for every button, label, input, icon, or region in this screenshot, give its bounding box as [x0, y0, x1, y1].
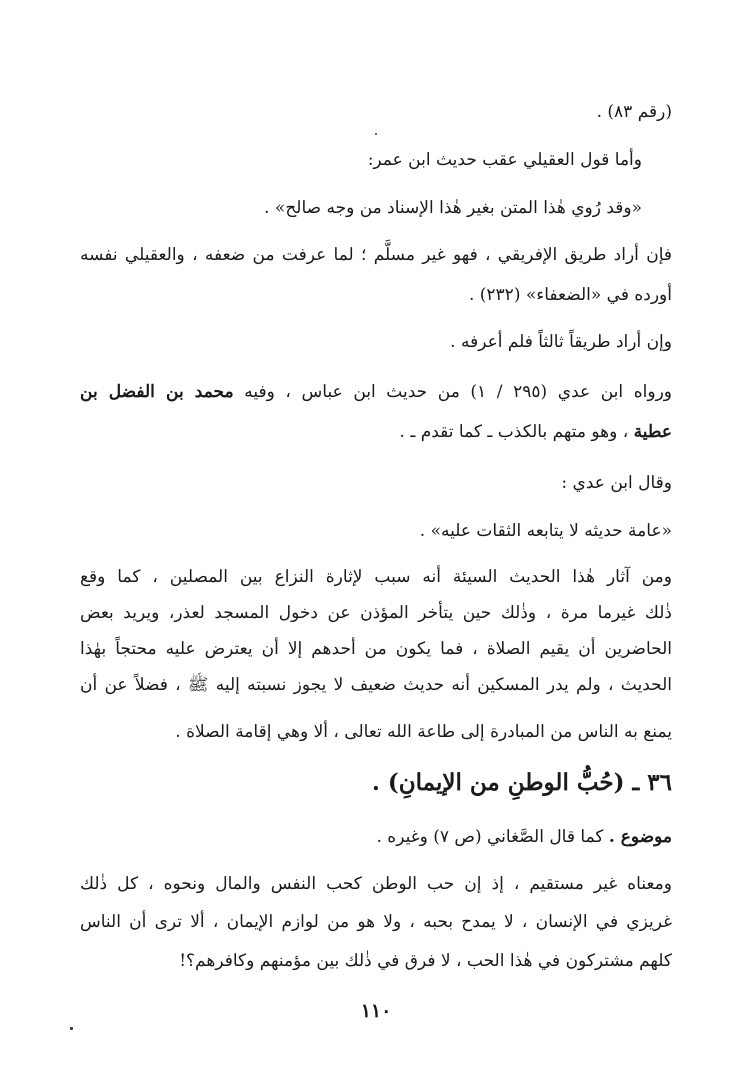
text-segment: كما قال الصَّغاني (ص ٧) وغيره .	[376, 827, 604, 847]
text-line: الحديث ، ولم يدر المسكين أنه حديث ضعيف لا يجوز نسبته إليه ﷺ ، فضلاً عن أن	[80, 675, 672, 695]
hadith-heading: ٣٦ ـ (حُبُّ الوطنِ من الإيمانِ) .	[371, 769, 672, 796]
text-segment: ، وهو متهم بالكذب ـ كما تقدم ـ .	[399, 422, 629, 442]
text-segment: ورواه ابن عدي (٢٩٥ / ١) من حديث ابن عباس ، وفيه	[244, 382, 672, 402]
text-line: ذٰلك غيرما مرة ، وذٰلك حين يتأخر المؤذن عن دخول المسجد لعذر، ويريد بعض	[80, 603, 672, 623]
print-speck	[70, 1027, 73, 1030]
text-line: ومن آثار هٰذا الحديث السيئة أنه سبب لإثارة النزاع بين المصلين ، كما وقع	[80, 567, 672, 587]
text-line: كلهم مشتركون في هٰذا الحب ، لا فرق في ذٰلك بين مؤمنهم وكافرهم؟!	[179, 951, 672, 971]
text-line: (رقم ٨٣) .	[596, 102, 672, 122]
print-speck	[375, 133, 377, 135]
grading-label: موضوع .	[608, 827, 672, 847]
text-line	[80, 377, 672, 407]
text-line: غريزي في الإنسان ، لا يمدح بحبه ، ولا هو من لوازم الإيمان ، ألا ترى أن الناس	[80, 912, 672, 932]
quote-line: «وقد رُوي هٰذا المتن بغير هٰذا الإسناد من وجه صالح» .	[264, 198, 642, 218]
text-line: وإن أراد طريقاً ثالثاً فلم أعرفه .	[450, 332, 672, 352]
text-line: يمنع به الناس من المبادرة إلى طاعة الله تعالى ، ألا وهي إقامة الصلاة .	[175, 722, 672, 742]
text-line: أورده في «الضعفاء» (٢٣٢) .	[468, 285, 672, 305]
quote-line: «عامة حديثه لا يتابعه الثقات عليه» .	[419, 521, 672, 541]
narrator-name: محمد بن الفضل بن	[80, 382, 234, 402]
text-line: الحاضرين أن يقيم الصلاة ، فما يكون من أحدهم إلا أن يعترض عليه محتجاً بهٰذا	[80, 639, 672, 659]
text-line: ومعناه غير مستقيم ، إذ إن حب الوطن كحب النفس والمال ونحوه ، كل ذٰلك	[80, 874, 672, 894]
narrator-name: عطية	[633, 422, 672, 442]
text-line: فإن أراد طريق الإفريقي ، فهو غير مسلَّم ؛ لما عرفت من ضعفه ، والعقيلي نفسه	[80, 245, 672, 265]
text-line	[376, 822, 672, 852]
text-line	[400, 417, 672, 447]
text-line: وقال ابن عدي :	[561, 473, 672, 493]
text-line: وأما قول العقيلي عقب حديث ابن عمر:	[367, 150, 642, 170]
page-number: ١١٠	[360, 1000, 392, 1022]
